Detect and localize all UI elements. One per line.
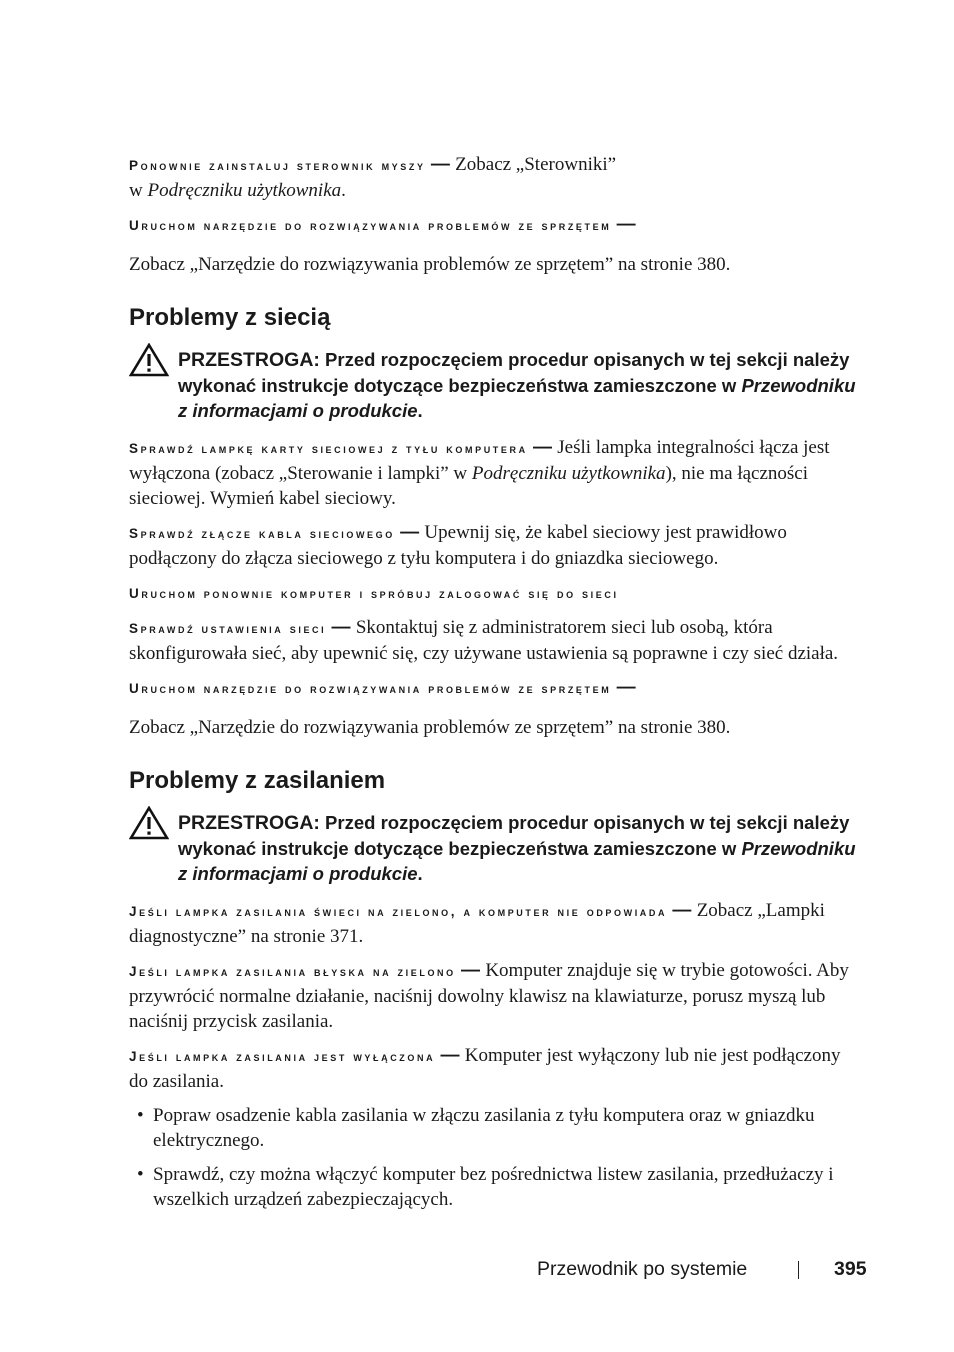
item-reinstall-mouse-driver — [129, 152, 856, 203]
footer-divider — [798, 1261, 799, 1279]
item-heading: Sprawdź złącze kabla sieciowego — [129, 526, 395, 541]
warning-icon — [129, 343, 169, 377]
item-heading: Jeśli lampka zasilania błyska na zielono — [129, 964, 456, 979]
item-power-lamp-off — [129, 1043, 856, 1094]
caution-text: Przed rozpoczęciem procedur opisanych w tej sekcji należy wykonać instrukcje dotyczące bezpieczeństwa zamieszczone w — [178, 349, 850, 396]
section-title-network: Problemy z siecią — [129, 304, 331, 331]
item-run-hw-troubleshooter — [129, 212, 856, 238]
caution-network — [129, 347, 856, 423]
bullet-list — [129, 1103, 856, 1212]
dash: — — [455, 960, 486, 981]
item-text: w — [129, 180, 148, 201]
item-check-network-settings — [129, 615, 856, 666]
item-text: Komputer jest wyłączony lub nie jest podłączony do zasilania. — [129, 1045, 841, 1092]
item-heading: Uruchom narzędzie do rozwiązywania problemów ze sprzętem — [129, 681, 612, 696]
item-run-hw-troubleshooter-2 — [129, 675, 856, 701]
dash: — — [611, 214, 636, 235]
dash: — — [326, 617, 356, 638]
item-check-network-cable — [129, 520, 856, 571]
bullet: • — [137, 1164, 144, 1185]
item-text: ), nie ma łączności sieciowej. Wymień kabel sieciowy. — [129, 463, 808, 509]
item-text: Komputer znajduje się w trybie gotowości. Aby przywrócić normalne działanie, naciśnij dowolny klawisz na klawiaturze, porusz myszą lub naciśnij przycisk zasilania. — [129, 960, 849, 1032]
item-text: Zobacz „Lampki diagnostyczne” na stronie 371. — [129, 900, 825, 947]
caution-text: Przed rozpoczęciem procedur opisanych w tej sekcji należy wykonać instrukcje dotyczące bezpieczeństwa zamieszczone w — [178, 812, 850, 859]
list-item — [129, 1162, 856, 1212]
item-text: Zobacz „Sterowniki” — [455, 154, 617, 175]
caution-label: PRZESTROGA: — [178, 812, 320, 834]
caution-label: PRZESTROGA: — [178, 349, 320, 371]
item-text: Zobacz „Narzędzie do rozwiązywania problemów ze sprzętem” na stronie 380. — [129, 717, 731, 738]
dash: — — [667, 900, 697, 921]
caution-text: . — [417, 863, 423, 884]
item-text: Jeśli lampka integralności łącza jest wyłączona (zobacz „Sterowanie i lampki” w — [129, 437, 830, 484]
dash: — — [611, 677, 636, 698]
item-heading: Uruchom ponownie komputer i spróbuj zalogować się do sieci — [129, 586, 619, 601]
item-check-network-lamp — [129, 435, 856, 511]
list-item-text: Popraw osadzenie kabla zasilania w złączu zasilania z tyłu komputera oraz w gniazdku elektrycznego. — [153, 1105, 815, 1151]
page-content — [129, 152, 856, 1221]
list-item-text: Sprawdź, czy można włączyć komputer bez pośrednictwa listew zasilania, przedłużaczy i wszelkich urządzeń zabezpieczających. — [153, 1164, 834, 1210]
item-heading: Sprawdź lampkę karty sieciowej z tyłu komputera — [129, 441, 528, 456]
list-item — [129, 1103, 856, 1153]
caution-power — [129, 810, 856, 886]
page-footer — [0, 1256, 954, 1284]
item-heading: Ponownie zainstaluj sterownik myszy — [129, 158, 426, 173]
item-power-lamp-green-blinking — [129, 958, 856, 1034]
item-restart-and-login — [129, 580, 856, 606]
item-emphasis: Podręczniku użytkownika — [471, 463, 666, 484]
bullet: • — [137, 1105, 144, 1126]
dash: — — [425, 154, 456, 175]
caution-text: . — [417, 400, 423, 421]
dash: — — [435, 1045, 465, 1066]
item-heading: Sprawdź ustawienia sieci — [129, 621, 327, 636]
warning-icon — [129, 806, 169, 840]
dash: — — [527, 437, 558, 458]
item-heading: Jeśli lampka zasilania jest wyłączona — [129, 1049, 436, 1064]
item-heading: Jeśli lampka zasilania świeci na zielono, a komputer nie odpowiada — [129, 904, 668, 919]
page-number: 395 — [834, 1258, 867, 1280]
caution-emphasis: Przewodniku z informacjami o produkcie — [178, 375, 856, 421]
item-text: Zobacz „Narzędzie do rozwiązywania problemów ze sprzętem” na stronie 380. — [129, 254, 731, 275]
item-text: . — [341, 180, 346, 201]
item-text: Skontaktuj się z administratorem sieci lub osobą, która skonfigurowała sieć, aby upewnić się, czy używane ustawienia są poprawne i czy sieć działa. — [129, 617, 839, 664]
dash: — — [394, 522, 425, 543]
item-text: Upewnij się, że kabel sieciowy jest prawidłowo podłączony do złącza sieciowego z tyłu komputera i do gniazdka sieciowego. — [129, 522, 787, 569]
section-title-power: Problemy z zasilaniem — [129, 767, 386, 794]
item-power-lamp-green-steady — [129, 898, 856, 949]
item-emphasis: Podręczniku użytkownika — [147, 180, 342, 201]
item-heading: Uruchom narzędzie do rozwiązywania problemów ze sprzętem — [129, 218, 612, 233]
footer-title: Przewodnik po systemie — [537, 1258, 748, 1280]
caution-emphasis: Przewodniku z informacjami o produkcie — [178, 838, 856, 884]
